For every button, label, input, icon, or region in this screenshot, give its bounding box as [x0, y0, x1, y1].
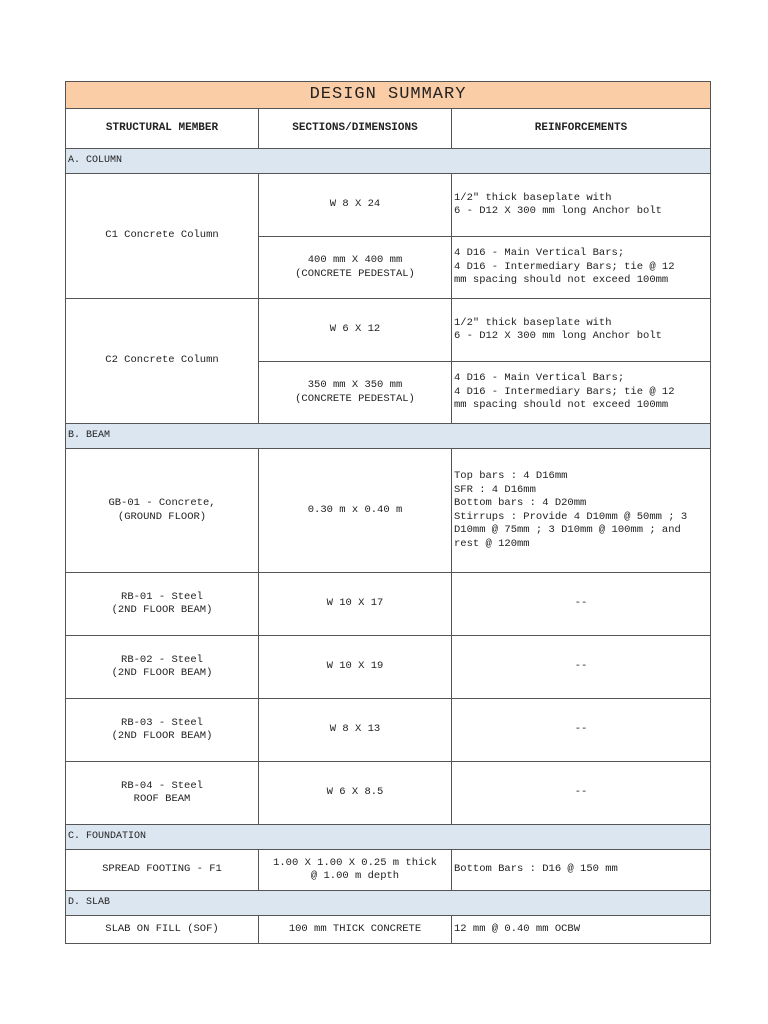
member-gb01: GB-01 - Concrete, (GROUND FLOOR) [66, 449, 259, 573]
reinf-gb01: Top bars : 4 D16mm SFR : 4 D16mm Bottom bars : 4 D20mm Stirrups : Provide 4 D10mm @ 50mm ; 3 D10mm @ 75mm ; 3 D10mm @ 100mm ; and rest @ 120mm [452, 449, 711, 573]
member-rb04: RB-04 - Steel ROOF BEAM [66, 762, 259, 825]
section-rb03: W 8 X 13 [259, 699, 452, 762]
member-c1: C1 Concrete Column [66, 174, 259, 299]
member-f1: SPREAD FOOTING - F1 [66, 850, 259, 891]
section-label-foundation: C. FOUNDATION [66, 825, 711, 850]
table-row [66, 762, 711, 825]
section-label-column: A. COLUMN [66, 149, 711, 174]
member-rb02: RB-02 - Steel (2ND FLOOR BEAM) [66, 636, 259, 699]
section-c1-steel: W 8 X 24 [259, 174, 452, 237]
title-row [66, 82, 711, 109]
section-sof: 100 mm THICK CONCRETE [259, 916, 452, 944]
header-row [66, 109, 711, 149]
member-rb03: RB-03 - Steel (2ND FLOOR BEAM) [66, 699, 259, 762]
reinf-f1: Bottom Bars : D16 @ 150 mm [452, 850, 711, 891]
section-label-beam: B. BEAM [66, 424, 711, 449]
member-rb01: RB-01 - Steel (2ND FLOOR BEAM) [66, 573, 259, 636]
section-rb04: W 6 X 8.5 [259, 762, 452, 825]
section-c2-pedestal: 350 mm X 350 mm (CONCRETE PEDESTAL) [259, 362, 452, 424]
reinf-c1-pedestal: 4 D16 - Main Vertical Bars; 4 D16 - Intermediary Bars; tie @ 12 mm spacing should not exceed 100mm [452, 237, 711, 299]
reinf-c1-steel: 1/2" thick baseplate with 6 - D12 X 300 mm long Anchor bolt [452, 174, 711, 237]
header-structural-member: STRUCTURAL MEMBER [66, 109, 259, 149]
table-row [66, 636, 711, 699]
table-row [66, 174, 711, 237]
reinf-rb04: -- [452, 762, 711, 825]
reinf-rb02: -- [452, 636, 711, 699]
table-row [66, 449, 711, 573]
section-rb01: W 10 X 17 [259, 573, 452, 636]
section-f1: 1.00 X 1.00 X 0.25 m thick @ 1.00 m depth [259, 850, 452, 891]
section-label-slab: D. SLAB [66, 891, 711, 916]
reinf-rb03: -- [452, 699, 711, 762]
reinf-c2-steel: 1/2" thick baseplate with 6 - D12 X 300 mm long Anchor bolt [452, 299, 711, 362]
reinf-sof: 12 mm @ 0.40 mm OCBW [452, 916, 711, 944]
design-summary-table [65, 81, 711, 944]
header-reinforcements: REINFORCEMENTS [452, 109, 711, 149]
section-c1-pedestal: 400 mm X 400 mm (CONCRETE PEDESTAL) [259, 237, 452, 299]
section-row-slab [66, 891, 711, 916]
header-sections-dimensions: SECTIONS/DIMENSIONS [259, 109, 452, 149]
table-row [66, 850, 711, 891]
table-row [66, 699, 711, 762]
section-rb02: W 10 X 19 [259, 636, 452, 699]
section-row-beam [66, 424, 711, 449]
reinf-rb01: -- [452, 573, 711, 636]
section-row-foundation [66, 825, 711, 850]
table-row [66, 299, 711, 362]
section-row-column [66, 149, 711, 174]
table-row [66, 573, 711, 636]
table-row [66, 916, 711, 944]
member-sof: SLAB ON FILL (SOF) [66, 916, 259, 944]
section-c2-steel: W 6 X 12 [259, 299, 452, 362]
reinf-c2-pedestal: 4 D16 - Main Vertical Bars; 4 D16 - Intermediary Bars; tie @ 12 mm spacing should not exceed 100mm [452, 362, 711, 424]
member-c2: C2 Concrete Column [66, 299, 259, 424]
table-title: DESIGN SUMMARY [66, 82, 711, 109]
section-gb01: 0.30 m x 0.40 m [259, 449, 452, 573]
